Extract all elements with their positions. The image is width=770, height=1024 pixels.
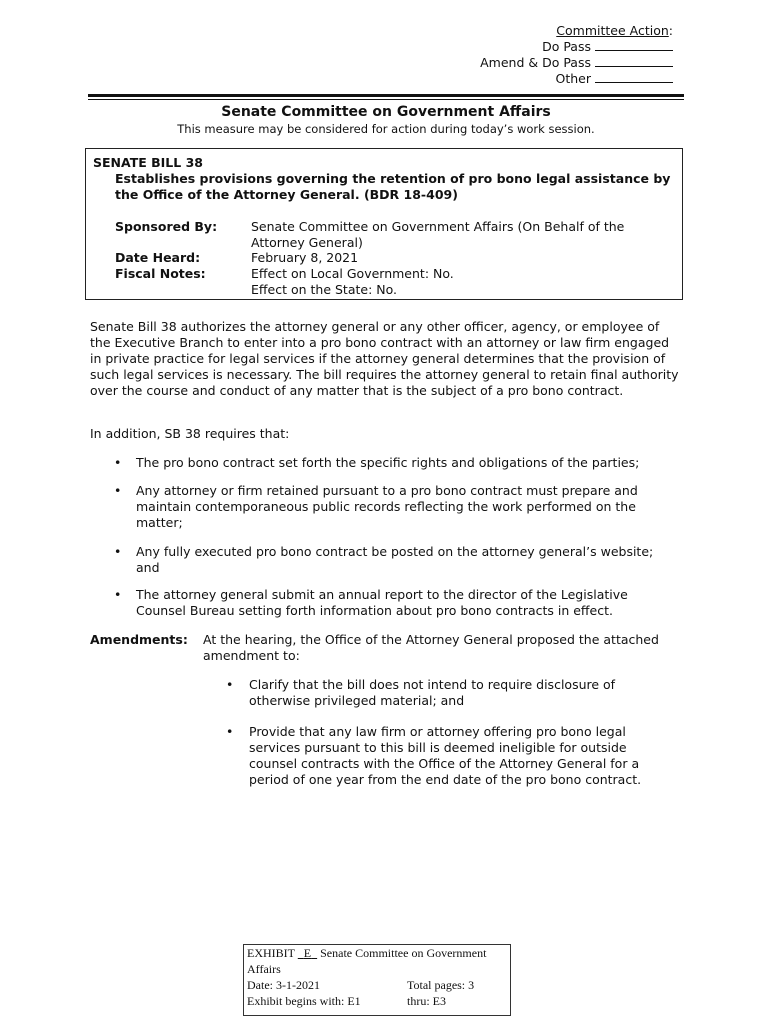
exhibit-letter: E — [303, 946, 312, 960]
bullet-marker: • — [226, 724, 234, 739]
other-label: Other — [555, 71, 591, 86]
date-heard-value: February 8, 2021 — [251, 250, 359, 265]
amendment-item: Provide that any law firm or attorney offering pro bono legal services pursuant to this bill is deemed ineligible for outside counsel contracts with the Office of the Attorney General for a period of one year from the end date of the pro bono contract. — [249, 724, 642, 787]
committee-action-colon: : — [668, 23, 673, 38]
exhibit-committee-line2: Affairs — [247, 962, 281, 976]
exhibit-committee-line1: Senate Committee on Government — [320, 946, 487, 960]
requirement-item: Any attorney or firm retained pursuant to a pro bono contract must prepare and maintain contemporaneous public records reflecting the work performed on the matter; — [136, 483, 638, 530]
bullet-marker: • — [114, 455, 122, 470]
date-heard-label: Date Heard: — [115, 250, 201, 265]
amendment-item: Clarify that the bill does not intend to require disclosure of otherwise privileged material; and — [249, 677, 616, 708]
exhibit-total-pages: Total pages: 3 — [407, 978, 475, 992]
committee-action-block — [480, 23, 673, 87]
amendments-label: Amendments: — [90, 632, 188, 647]
requirement-item: The attorney general submit an annual report to the director of the Legislative Counsel Bureau setting forth information about pro bono contracts in effect. — [136, 587, 628, 618]
requirement-item: The pro bono contract set forth the specific rights and obligations of the parties; — [136, 455, 640, 470]
requirements-intro: In addition, SB 38 requires that: — [90, 426, 290, 441]
sponsored-value: Senate Committee on Government Affairs (On Behalf of the Attorney General) — [251, 219, 625, 250]
page-subtitle: This measure may be considered for action during today’s work session. — [177, 122, 595, 136]
page-title: Senate Committee on Government Affairs — [221, 104, 551, 120]
bill-summary-box — [85, 148, 683, 300]
header-rule-thick — [88, 94, 684, 97]
amendments-intro: At the hearing, the Office of the Attorney General proposed the attached amendment to: — [203, 632, 659, 663]
summary-paragraph: Senate Bill 38 authorizes the attorney general or any other officer, agency, or employee of the Executive Branch to enter into a pro bono contract with an attorney or law firm engaged in private practice for legal services if the attorney general determines that the provision of such legal services is necessary. The bill requires the attorney general to retain final authority over the course and conduct of any matter that is the subject of a pro bono contract. — [90, 319, 679, 398]
header-rule-thin — [88, 99, 684, 100]
bullet-marker: • — [114, 483, 122, 498]
amend-do-pass-blank — [595, 55, 673, 67]
exhibit-begins: Exhibit begins with: E1 — [247, 994, 361, 1008]
fiscal-notes-label: Fiscal Notes: — [115, 266, 206, 281]
exhibit-label: EXHIBIT — [247, 946, 295, 960]
requirement-item: Any fully executed pro bono contract be posted on the attorney general’s website; and — [136, 544, 654, 575]
do-pass-label: Do Pass — [542, 39, 591, 54]
amend-do-pass-label: Amend & Do Pass — [480, 55, 591, 70]
committee-action-title: Committee Action — [556, 23, 669, 38]
exhibit-stamp — [243, 944, 511, 1016]
exhibit-thru: thru: E3 — [407, 994, 446, 1008]
bullet-marker: • — [114, 587, 122, 602]
other-blank — [595, 71, 673, 83]
bullet-marker: • — [114, 544, 122, 559]
do-pass-blank — [595, 39, 673, 51]
sponsored-label: Sponsored By: — [115, 219, 218, 234]
fiscal-state-value: Effect on the State: No. — [251, 282, 398, 297]
bill-description: Establishes provisions governing the retention of pro bono legal assistance by the Office of the Attorney General. (BDR 18-409) — [115, 171, 671, 202]
exhibit-date: Date: 3-1-2021 — [247, 978, 320, 992]
fiscal-local-value: Effect on Local Government: No. — [251, 266, 454, 281]
bullet-marker: • — [226, 677, 234, 692]
bill-number: SENATE BILL 38 — [93, 155, 203, 170]
